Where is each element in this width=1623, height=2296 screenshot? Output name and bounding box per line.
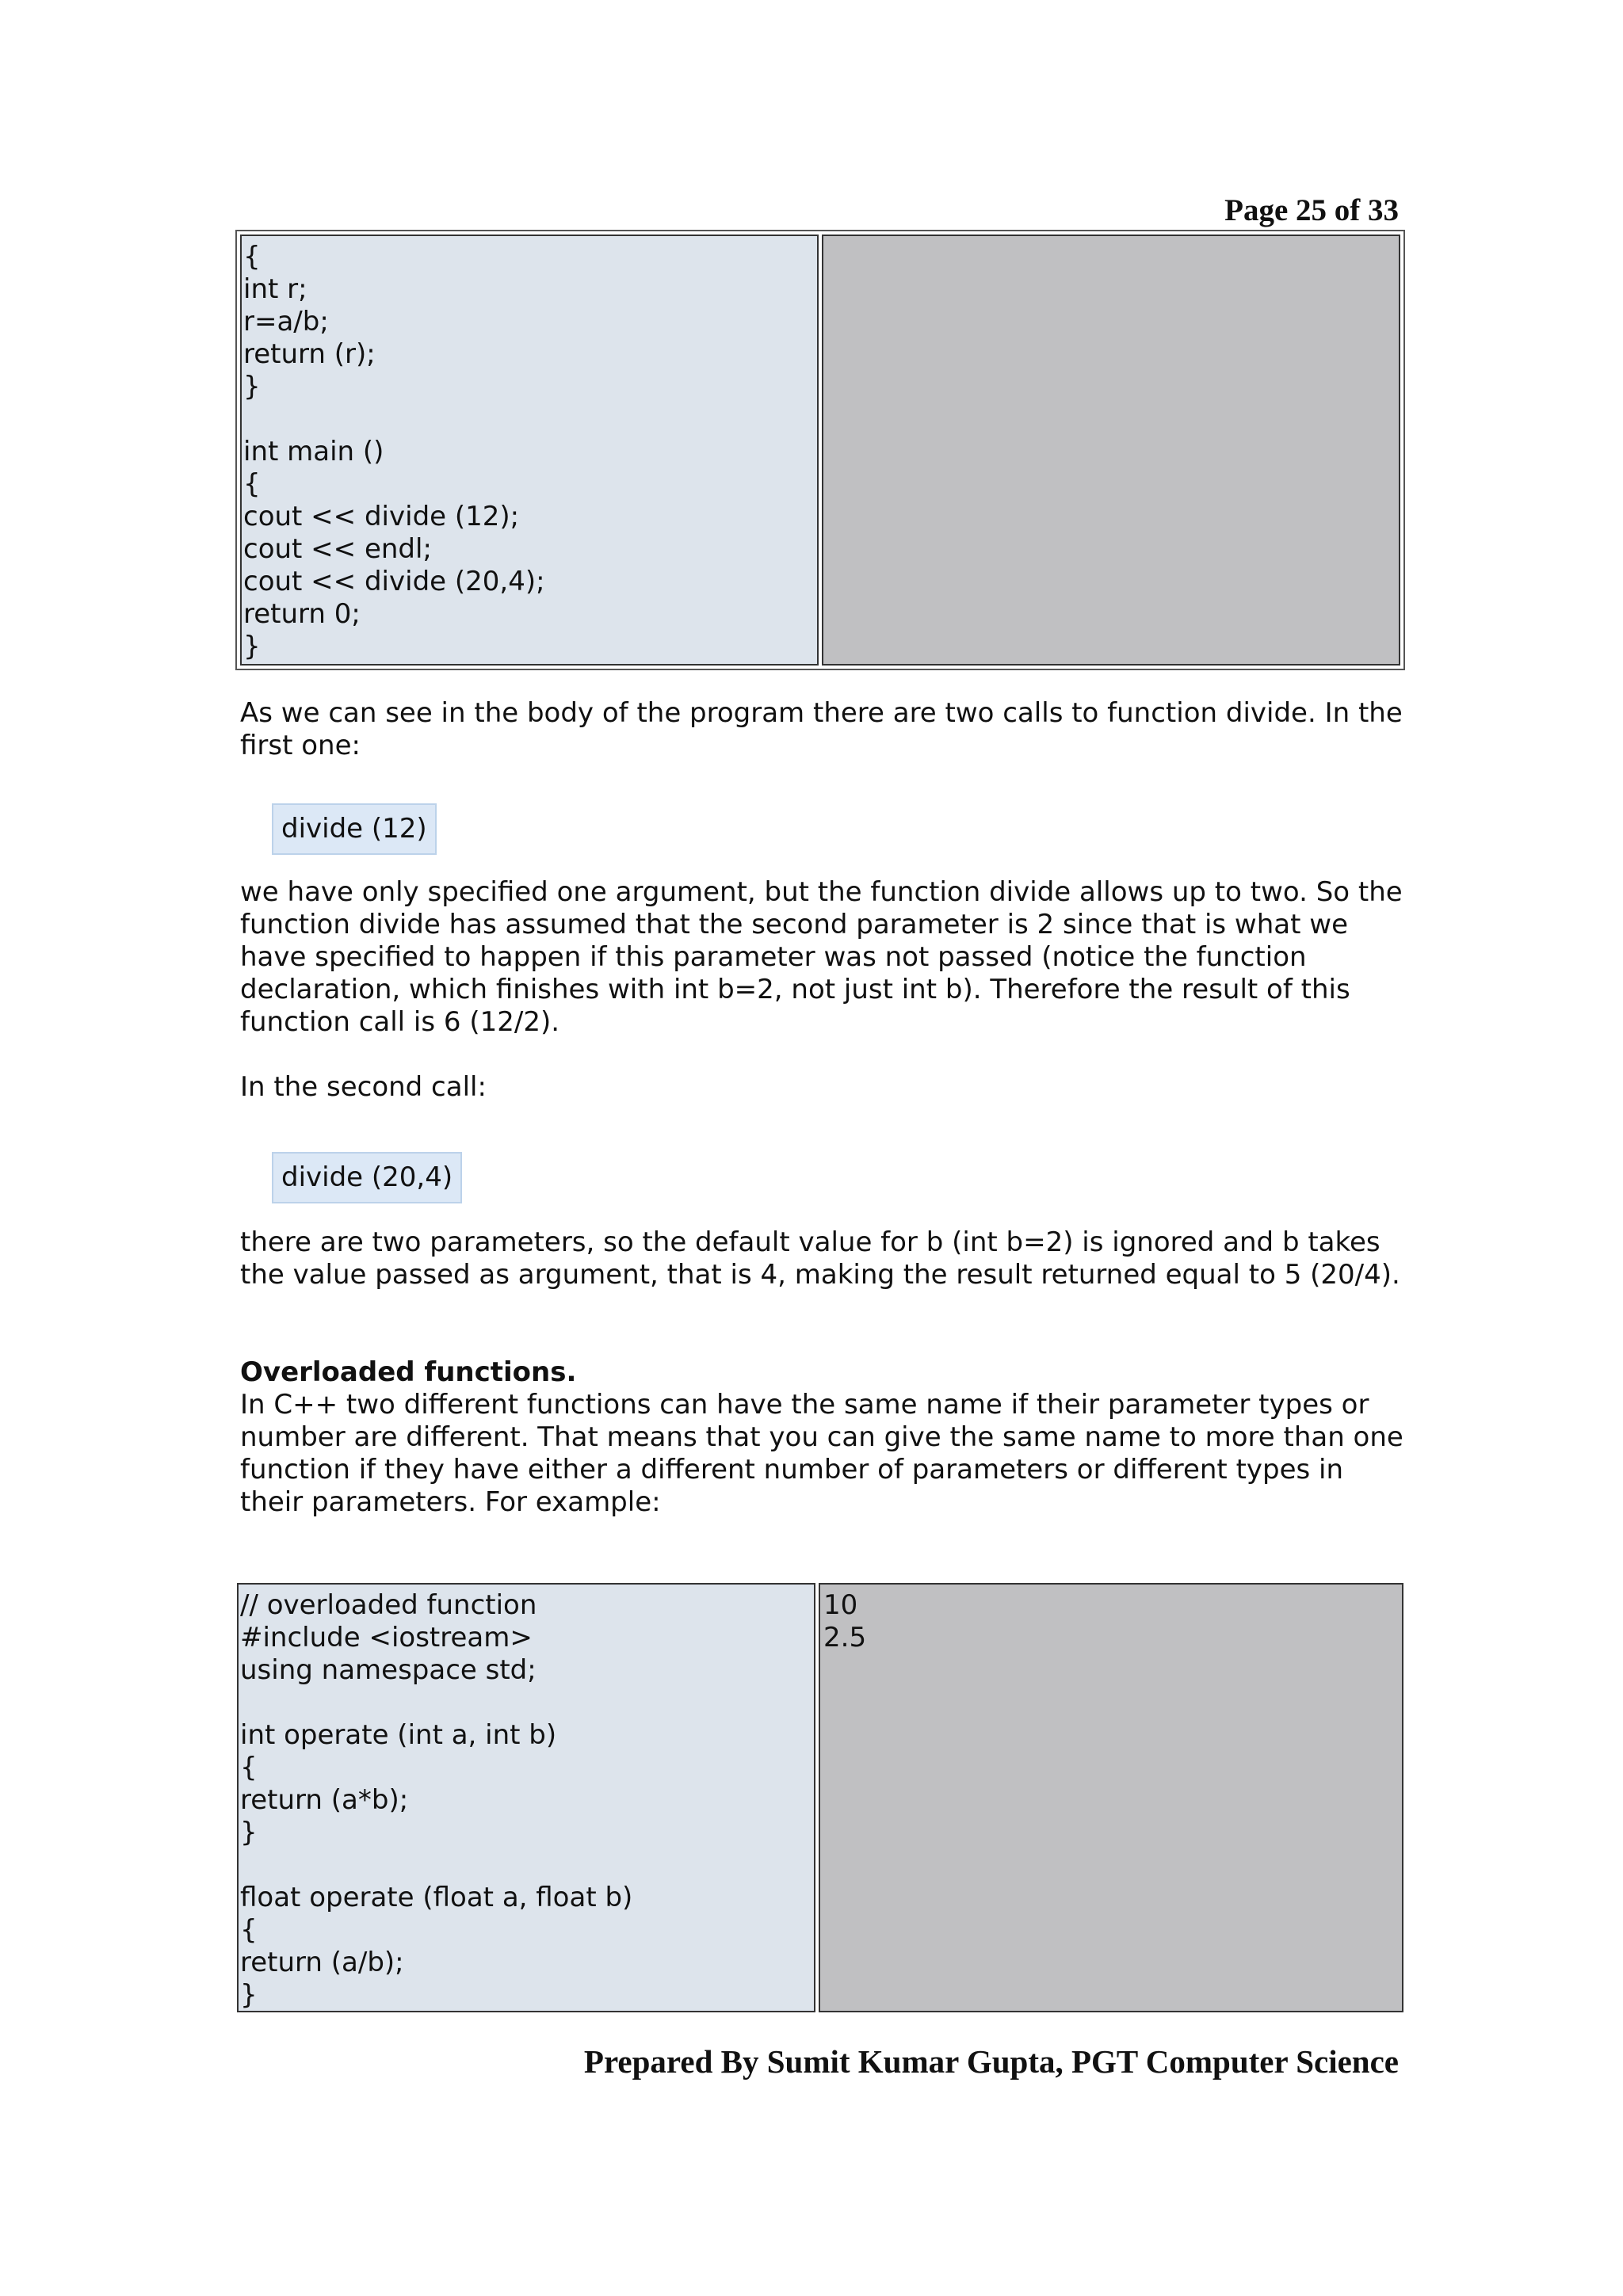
code-example-divide bbox=[235, 230, 1405, 670]
code-line: cout << divide (20,4); bbox=[243, 566, 545, 597]
code-cell bbox=[237, 1583, 815, 2012]
code-cell bbox=[240, 235, 819, 666]
code-line: #include <iostream> bbox=[240, 1622, 533, 1653]
code-line: // overloaded function bbox=[240, 1589, 537, 1621]
code-example-overloaded bbox=[235, 1581, 1405, 2014]
inline-code-divide-20-4: divide (20,4) bbox=[272, 1152, 462, 1203]
code-line: cout << endl; bbox=[243, 533, 432, 565]
code-line: return 0; bbox=[243, 598, 361, 630]
footer-credit: Prepared By Sumit Kumar Gupta, PGT Computer Science bbox=[583, 2043, 1399, 2080]
paragraph-one-argument: we have only specified one argument, but the function divide allows up to two. So the function divide has assumed that the second parameter is 2 since that is what we have specified to happen if this parameter was not passed (notice the function declaration, which finishes with int b=2, not just int b). Therefore the result of this function call is 6 (12/2). bbox=[240, 876, 1403, 1038]
code-line: using namespace std; bbox=[240, 1654, 537, 1686]
code-line: 10 bbox=[823, 1589, 858, 1621]
code-line: int r; bbox=[243, 273, 307, 305]
code-line bbox=[240, 1849, 812, 1882]
code-line: } bbox=[243, 371, 261, 402]
code-line: return (a*b); bbox=[240, 1784, 409, 1816]
paragraph-two-parameters: there are two parameters, so the default value for b (int b=2) is ignored and b takes the value passed as argument, that is 4, making the result returned equal to 5 (20/4). bbox=[240, 1226, 1400, 1291]
code-line: } bbox=[240, 1817, 258, 1848]
paragraph-overloaded-intro: In C++ two different functions can have the same name if their parameter types or number are different. That means that you can give the same name to more than one function if they have either a different number of parameters or different types in their parameters. For example: bbox=[240, 1389, 1403, 1518]
code-line: int main () bbox=[243, 436, 384, 467]
code-line: cout << divide (12); bbox=[243, 501, 520, 532]
code-line: return (r); bbox=[243, 338, 376, 370]
code-line: } bbox=[243, 631, 261, 662]
code-line: } bbox=[240, 1979, 258, 2011]
code-line bbox=[243, 403, 815, 436]
code-line: r=a/b; bbox=[243, 306, 329, 338]
code-line: { bbox=[240, 1914, 258, 1946]
code-line bbox=[240, 1687, 812, 1719]
code-line: { bbox=[243, 241, 261, 273]
code-line: float operate (float a, float b) bbox=[240, 1882, 633, 1913]
code-line: return (a/b); bbox=[240, 1947, 404, 1978]
paragraph-two-calls: As we can see in the body of the program there are two calls to function divide. In the first one: bbox=[240, 697, 1403, 761]
output-cell bbox=[819, 1583, 1403, 2012]
code-line: { bbox=[243, 468, 261, 500]
output-cell bbox=[822, 235, 1400, 666]
inline-code-divide-12: divide (12) bbox=[272, 803, 437, 855]
page-number: Page 25 of 33 bbox=[1224, 193, 1399, 227]
code-line: 2.5 bbox=[823, 1622, 867, 1653]
section-heading-overloaded: Overloaded functions. bbox=[240, 1356, 577, 1388]
code-line: { bbox=[240, 1752, 258, 1783]
paragraph-second-call: In the second call: bbox=[240, 1071, 487, 1103]
code-line: int operate (int a, int b) bbox=[240, 1719, 557, 1751]
